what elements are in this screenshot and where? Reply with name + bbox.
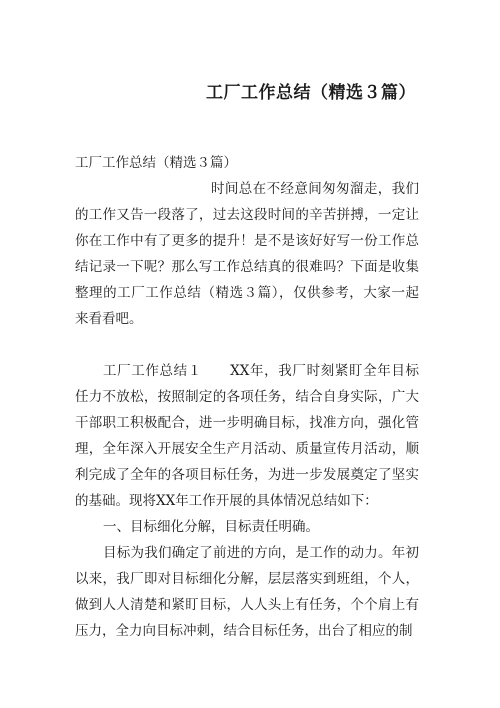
section-heading-1: 一、目标细化分解，目标责任明确。 — [103, 519, 319, 535]
document-title: 工厂工作总结（精选３篇） — [206, 83, 416, 103]
body-paragraph-2: 目标为我们确定了前进的方向，是工作的动力。年初以来，我厂即对目标细化分解，层层落实到班组，个人，做到人人清楚和紧盯目标，人人头上有任务，个个肩上有压力，全力向目标冲刺，结合目标任务，出台了相应的制 — [75, 545, 419, 639]
intro-paragraph: 时间总在不经意间匆匆溜走，我们的工作又告一段落了，过去这段时间的辛苦拼搏，一定让你在工作中有了更多的提升！是不是该好好写一份工作总结记录一下呢？那么写工作总结真的很难吗？下面是收集整理的工厂工作总结（精选３篇），仅供参考，大家一起来看看吧。 — [75, 181, 419, 327]
section-1-paragraph: 工厂工作总结１ XX年，我厂时刻紧盯全年目标任力不放松，按照制定的各项任务，结合自身实际，广大干部职工积极配合，进一步明确目标，找准方向，强化管理，全年深入开展安全生产月活动、质量宣传月活动，顺利完成了全年的各项目标任务，为进一步发展奠定了坚实的基础。现将XX年工作开展的具体情况总结如下： — [75, 363, 419, 509]
paragraph-gap — [75, 332, 419, 358]
document-subtitle: 工厂工作总结（精选３篇） — [75, 155, 237, 171]
document-body — [75, 150, 419, 644]
